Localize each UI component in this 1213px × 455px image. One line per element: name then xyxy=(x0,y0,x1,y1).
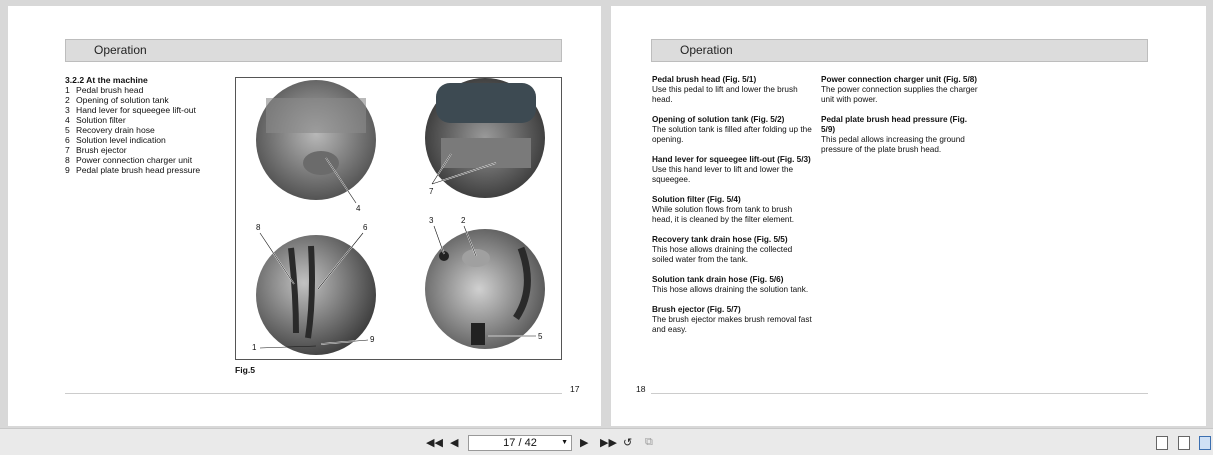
next-page-icon[interactable]: ▶ xyxy=(580,437,589,449)
fig-label: 4 xyxy=(356,204,361,213)
legend-item: 9 Pedal plate brush head pressure xyxy=(65,165,201,175)
description-entry: Opening of solution tank (Fig. 5/2) The solution tank is filled after folding up the opening. xyxy=(652,115,812,144)
first-page-icon[interactable]: ◀◀ xyxy=(426,437,443,449)
description-entry: Solution filter (Fig. 5/4) While solution flows from tank to brush head, it is cleaned by the filter element. xyxy=(652,195,794,224)
fig-label: 8 xyxy=(256,223,261,232)
fig-label: 7 xyxy=(429,187,434,196)
description-entry: Power connection charger unit (Fig. 5/8) The power connection supplies the charger unit with power. xyxy=(821,75,978,104)
text-column-2 xyxy=(821,75,981,165)
chevron-down-icon: ▼ xyxy=(561,439,568,446)
viewer-toolbar xyxy=(0,428,1213,455)
rotate-icon[interactable]: ↺ xyxy=(623,437,633,449)
fig-label: 6 xyxy=(363,223,368,232)
legend-item: 1 Pedal brush head xyxy=(65,85,144,95)
legend-title: 3.2.2 At the machine xyxy=(65,75,148,85)
single-page-view-icon[interactable] xyxy=(1156,436,1168,450)
continuous-view-icon[interactable] xyxy=(1178,436,1190,450)
description-entry: Recovery tank drain hose (Fig. 5/5) This hose allows draining the collected soiled water from the tank. xyxy=(652,235,793,264)
footer-rule xyxy=(65,393,562,394)
description-entry: Brush ejector (Fig. 5/7) The brush ejector makes brush removal fast and easy. xyxy=(652,305,812,334)
fig-label: 3 xyxy=(429,216,434,225)
figure-caption: Fig.5 xyxy=(235,365,256,375)
legend-item: 3 Hand lever for squeegee lift-out xyxy=(65,105,196,115)
right-page xyxy=(611,6,1206,426)
description-entry: Hand lever for squeegee lift-out (Fig. 5/3) Use this hand lever to lift and lower the squeegee. xyxy=(652,155,811,184)
description-entry: Solution tank drain hose (Fig. 5/6) This hose allows draining the solution tank. xyxy=(652,275,809,294)
footer-rule xyxy=(651,393,1148,394)
fig-label: 9 xyxy=(370,335,375,344)
prev-page-icon[interactable]: ◀ xyxy=(450,437,459,449)
legend-item: 7 Brush ejector xyxy=(65,145,127,155)
text-column-1 xyxy=(652,75,812,345)
legend-item: 4 Solution filter xyxy=(65,115,126,125)
page-number: 18 xyxy=(636,384,646,394)
two-page-view-icon[interactable] xyxy=(1199,436,1211,450)
fig-label: 5 xyxy=(538,332,543,341)
page-header: Operation xyxy=(651,39,1148,62)
description-entry: Pedal plate brush head pressure (Fig. 5/9) This pedal allows increasing the ground pressure of the plate brush head. xyxy=(821,115,968,154)
figure-photos xyxy=(236,78,561,359)
left-page xyxy=(8,6,601,426)
legend-item: 8 Power connection charger unit xyxy=(65,155,193,165)
fit-icon[interactable]: ⧉ xyxy=(645,436,653,448)
legend-item: 6 Solution level indication xyxy=(65,135,166,145)
figure-5 xyxy=(235,77,562,360)
fig-label: 2 xyxy=(461,216,466,225)
legend-item: 5 Recovery drain hose xyxy=(65,125,155,135)
fig-label: 1 xyxy=(252,343,257,352)
page-select[interactable] xyxy=(468,435,572,451)
page-header: Operation xyxy=(65,39,562,62)
description-entry: Pedal brush head (Fig. 5/1) Use this pedal to lift and lower the brush head. xyxy=(652,75,798,104)
page-indicator: 17 / 42 xyxy=(503,437,537,449)
legend-item: 2 Opening of solution tank xyxy=(65,95,169,105)
last-page-icon[interactable]: ▶▶ xyxy=(600,437,617,449)
legend xyxy=(65,75,235,175)
page-number: 17 xyxy=(570,384,580,394)
